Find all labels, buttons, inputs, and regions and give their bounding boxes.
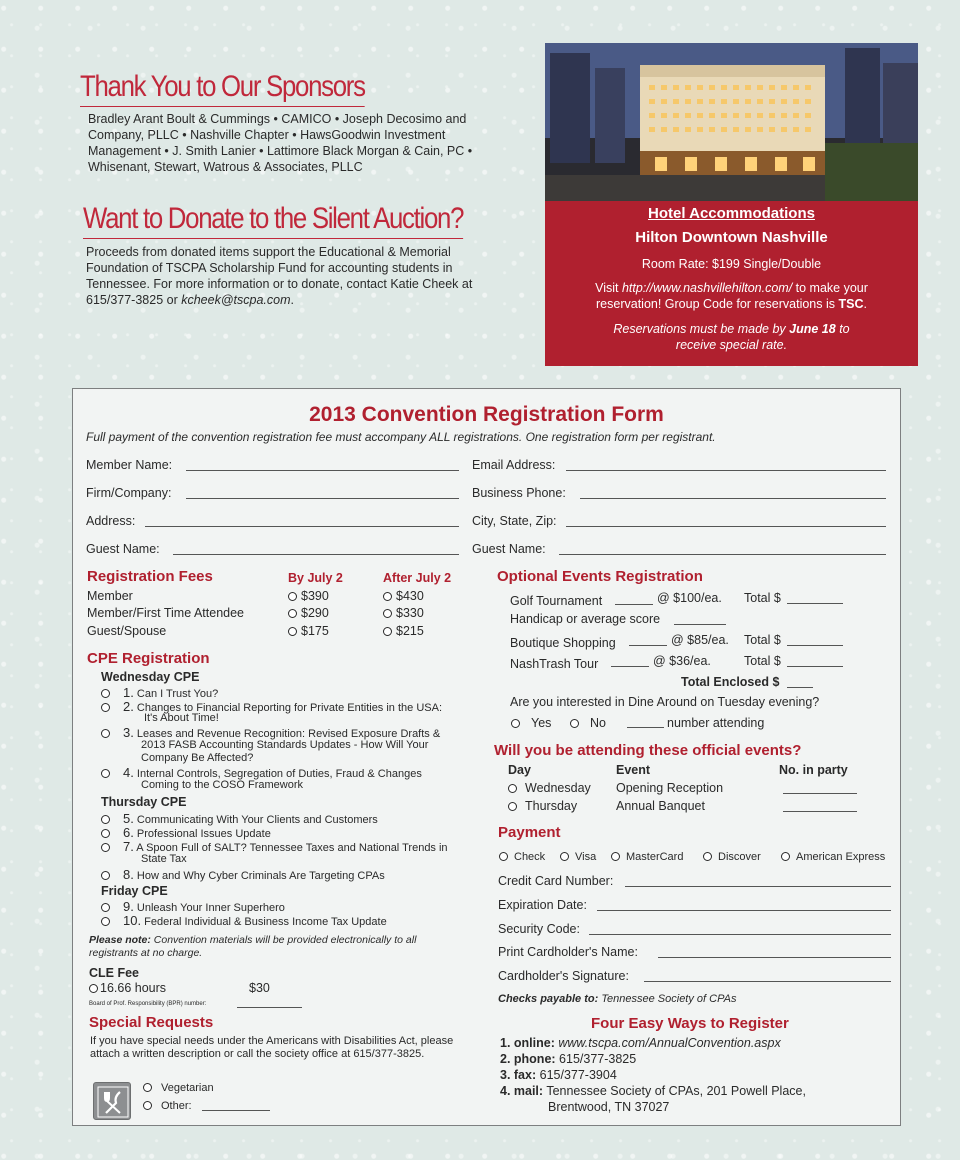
radio-icon bbox=[143, 1083, 152, 1092]
radio-icon bbox=[101, 729, 110, 738]
credit-card-number-label: Credit Card Number: bbox=[498, 874, 614, 888]
radio-icon bbox=[89, 984, 98, 993]
firm-company-field[interactable] bbox=[186, 498, 459, 499]
nashtrash-total-label: Total $ bbox=[744, 654, 781, 668]
email-address-field[interactable] bbox=[566, 470, 886, 471]
fee-first-time-late: $330 bbox=[396, 606, 424, 620]
cpe-item-8[interactable] bbox=[101, 867, 385, 882]
total-enclosed-field[interactable] bbox=[787, 687, 813, 688]
register-online-label: 1. online: bbox=[500, 1036, 555, 1050]
cle-price: $30 bbox=[249, 981, 270, 995]
golf-total-field[interactable] bbox=[787, 603, 843, 604]
pay-amex-option[interactable] bbox=[781, 851, 885, 863]
cpe-item-number: 10. bbox=[123, 913, 142, 928]
cpe-item-text: Can I Trust You? bbox=[136, 688, 219, 700]
official-wednesday-option[interactable] bbox=[508, 781, 591, 795]
hotel-group-code: TSC bbox=[838, 297, 864, 311]
fee-row-guest-label: Guest/Spouse bbox=[87, 624, 167, 638]
radio-icon bbox=[781, 852, 790, 861]
special-requests-title: Special Requests bbox=[89, 1014, 214, 1031]
cpe-item-3[interactable] bbox=[101, 725, 440, 740]
radio-icon bbox=[508, 784, 517, 793]
cle-hours: 16.66 hours bbox=[100, 981, 167, 995]
fee-guest-late-option[interactable] bbox=[383, 624, 424, 638]
radio-icon bbox=[499, 852, 508, 861]
other-option[interactable] bbox=[143, 1100, 192, 1112]
sponsors-list: Bradley Arant Boult & Cummings • CAMICO • Joseph Decosimo and Company, PLLC • Nashville Chapter • HawsGoodwin Investment Management • J. Smith Lanier • Lattimore Black Morgan & Cain, PC • Whisenant, Stewart, Watrous & Associates, PLLC bbox=[88, 112, 473, 174]
register-mail-label: 4. mail: bbox=[500, 1084, 544, 1098]
radio-icon bbox=[511, 719, 520, 728]
official-thursday-day: Thursday bbox=[525, 799, 578, 813]
cpe-item-4[interactable] bbox=[101, 765, 422, 780]
hotel-rate: Room Rate: $199 Single/Double bbox=[641, 257, 822, 271]
radio-icon bbox=[101, 815, 110, 824]
hotel-visit-post: to make your bbox=[792, 281, 868, 295]
cpe-note-text: Convention materials will be provided electronically to all bbox=[150, 934, 417, 946]
hotel-deadline-post: to bbox=[835, 322, 850, 336]
pay-visa-option[interactable] bbox=[560, 851, 596, 863]
sponsors-title: Thank You to Our Sponsors bbox=[80, 70, 365, 107]
cpe-item-9[interactable] bbox=[101, 899, 285, 914]
member-name-field[interactable] bbox=[186, 470, 459, 471]
fork-knife-icon bbox=[94, 1083, 132, 1121]
cpe-item-1[interactable] bbox=[101, 685, 218, 700]
security-code-label: Security Code: bbox=[498, 922, 580, 936]
cpe-registration-title: CPE Registration bbox=[87, 650, 210, 667]
radio-icon bbox=[288, 592, 297, 601]
radio-icon bbox=[101, 769, 110, 778]
register-phone-number: 615/377-3825 bbox=[559, 1052, 637, 1066]
hotel-visit-pre: Visit bbox=[595, 281, 622, 295]
official-thursday-party-field[interactable] bbox=[783, 811, 857, 812]
cpe-item-10[interactable] bbox=[101, 913, 387, 928]
form-subtitle: Full payment of the convention registration fee must accompany ALL registrations. One registration form per registrant. bbox=[86, 430, 716, 444]
fee-first-time-early-option[interactable] bbox=[288, 606, 329, 620]
cpe-item-text: Internal Controls, Segregation of Duties, Fraud & Changes bbox=[136, 768, 422, 780]
credit-card-number-field[interactable] bbox=[625, 886, 891, 887]
address-field[interactable] bbox=[145, 526, 459, 527]
hotel-photo bbox=[545, 43, 918, 201]
fee-member-early: $390 bbox=[301, 589, 329, 603]
radio-icon bbox=[101, 689, 110, 698]
fees-col-after-july: After July 2 bbox=[383, 571, 452, 585]
pay-mastercard-label: MasterCard bbox=[626, 851, 684, 863]
register-mail-address: Tennessee Society of CPAs, 201 Powell Place, bbox=[546, 1084, 806, 1098]
hotel-name: Hilton Downtown Nashville bbox=[635, 229, 828, 246]
donate-title: Want to Donate to the Silent Auction? bbox=[83, 202, 463, 239]
hotel-code-post: . bbox=[863, 297, 867, 311]
official-wednesday-party-field[interactable] bbox=[783, 793, 857, 794]
cardholder-signature-field[interactable] bbox=[644, 981, 891, 982]
official-wednesday-day: Wednesday bbox=[525, 781, 591, 795]
donate-body: Proceeds from donated items support the Educational & Memorial Foundation of TSCPA Scholarship Fund for accounting students in Tennessee. For more information or to donate, contact Katie Cheek at 615/377-3825 or bbox=[86, 245, 473, 307]
hotel-accommodations-box bbox=[545, 201, 918, 366]
cardholder-signature-label: Cardholder's Signature: bbox=[498, 969, 629, 983]
cpe-item-4-cont: Coming to the COSO Framework bbox=[141, 779, 303, 791]
golf-price: @ $100/ea. bbox=[657, 591, 722, 605]
golf-tournament-label: Golf Tournament bbox=[510, 594, 603, 608]
thursday-cpe-heading: Thursday CPE bbox=[101, 795, 187, 809]
fee-guest-late: $215 bbox=[396, 624, 424, 638]
bpr-number-label: Board of Prof. Responsibility (BPR) number: bbox=[89, 1001, 207, 1007]
other-label: Other: bbox=[161, 1100, 192, 1112]
guest-name-field-left[interactable] bbox=[173, 554, 459, 555]
fee-row-member-label: Member bbox=[87, 589, 133, 603]
cpe-item-text: Unleash Your Inner Superhero bbox=[136, 902, 285, 914]
fee-member-late-option[interactable] bbox=[383, 589, 424, 603]
register-fax-label: 3. fax: bbox=[500, 1068, 537, 1082]
hotel-group-code-line bbox=[545, 296, 918, 312]
fee-row-first-time-label: Member/First Time Attendee bbox=[87, 606, 245, 620]
guest-name-field-right[interactable] bbox=[559, 554, 886, 555]
hotel-deadline-date: June 18 bbox=[789, 322, 836, 336]
fee-member-early-option[interactable] bbox=[288, 589, 329, 603]
nashtrash-qty-field[interactable] bbox=[611, 666, 649, 667]
business-phone-label: Business Phone: bbox=[472, 486, 566, 500]
fees-col-by-july: By July 2 bbox=[288, 571, 343, 585]
boutique-total-field[interactable] bbox=[787, 645, 843, 646]
hotel-building-image bbox=[545, 43, 918, 201]
handicap-label: Handicap or average score bbox=[510, 612, 661, 626]
hotel-heading: Hotel Accommodations bbox=[648, 205, 815, 222]
cpe-item-text: Leases and Revenue Recognition: Revised Exposure Drafts & bbox=[136, 728, 441, 740]
total-enclosed-label: Total Enclosed $ bbox=[681, 675, 780, 689]
pay-check-label: Check bbox=[514, 851, 546, 863]
radio-icon bbox=[288, 627, 297, 636]
dine-yes-option[interactable] bbox=[511, 716, 551, 730]
security-code-field[interactable] bbox=[589, 934, 891, 935]
guest-name-label-right: Guest Name: bbox=[472, 542, 546, 556]
address-label: Address: bbox=[86, 514, 136, 528]
cpe-note-bold: Please note: bbox=[89, 934, 151, 946]
donate-period: . bbox=[290, 293, 294, 307]
dine-no-label: No bbox=[590, 716, 606, 730]
radio-icon bbox=[570, 719, 579, 728]
cpe-item-text: Federal Individual & Business Income Tax Update bbox=[144, 916, 387, 928]
handicap-field[interactable] bbox=[674, 624, 726, 625]
official-events-title: Will you be attending these official events? bbox=[494, 742, 802, 759]
radio-icon bbox=[508, 802, 517, 811]
optional-events-title: Optional Events Registration bbox=[497, 568, 703, 585]
cpe-item-6[interactable] bbox=[101, 825, 271, 840]
cpe-item-number: 8. bbox=[123, 867, 134, 882]
hotel-deadline-pre: Reservations must be made by bbox=[613, 322, 790, 336]
vegetarian-label: Vegetarian bbox=[161, 1082, 214, 1094]
checks-payable bbox=[498, 993, 736, 1005]
nashtrash-total-field[interactable] bbox=[787, 666, 843, 667]
donate-text bbox=[86, 244, 491, 308]
fee-guest-early: $175 bbox=[301, 624, 329, 638]
checks-payable-label: Checks payable to: bbox=[498, 993, 599, 1005]
vegetarian-option[interactable] bbox=[143, 1082, 214, 1094]
hotel-deadline-line2: receive special rate. bbox=[675, 338, 788, 352]
golf-total-label: Total $ bbox=[744, 591, 781, 605]
cpe-note-line2: registrants at no charge. bbox=[89, 947, 203, 959]
official-thursday-option[interactable] bbox=[508, 799, 577, 813]
official-wednesday-event: Opening Reception bbox=[616, 781, 724, 795]
cle-hours-option[interactable] bbox=[89, 981, 166, 995]
sponsors-section bbox=[80, 70, 411, 107]
city-state-zip-field[interactable] bbox=[566, 526, 886, 527]
special-requests-text: If you have special needs under the Americans with Disabilities Act, please attach a written description or call the society office at 615/377-3825. bbox=[90, 1035, 454, 1060]
boutique-total-label: Total $ bbox=[744, 633, 781, 647]
register-mail-address-line2: Brentwood, TN 37027 bbox=[548, 1100, 670, 1114]
bpr-number-field[interactable] bbox=[237, 1007, 302, 1008]
radio-icon bbox=[383, 592, 392, 601]
expiration-date-field[interactable] bbox=[597, 910, 891, 911]
boutique-qty-field[interactable] bbox=[629, 645, 667, 646]
cpe-item-7-cont: State Tax bbox=[141, 853, 187, 865]
radio-icon bbox=[703, 852, 712, 861]
register-mail bbox=[500, 1084, 806, 1098]
radio-icon bbox=[383, 627, 392, 636]
cpe-item-number: 4. bbox=[123, 765, 134, 780]
dining-icon bbox=[93, 1082, 131, 1120]
dine-yes-label: Yes bbox=[531, 716, 552, 730]
cpe-item-text: Professional Issues Update bbox=[136, 828, 271, 840]
official-col-party: No. in party bbox=[779, 763, 848, 777]
cpe-item-text: A Spoon Full of SALT? Tennessee Taxes and National Trends in bbox=[136, 842, 448, 854]
form-title: 2013 Convention Registration Form bbox=[309, 403, 664, 426]
radio-icon bbox=[288, 609, 297, 618]
cpe-item-number: 9. bbox=[123, 899, 134, 914]
radio-icon bbox=[101, 917, 110, 926]
cpe-item-3-cont: 2013 FASB Accounting Standards Updates - How Will Your bbox=[141, 739, 429, 751]
cpe-item-text: Communicating With Your Clients and Customers bbox=[136, 814, 378, 826]
cpe-item-text: How and Why Cyber Criminals Are Targeting CPAs bbox=[136, 870, 385, 882]
radio-icon bbox=[101, 871, 110, 880]
member-name-label: Member Name: bbox=[86, 458, 173, 472]
pay-amex-label: American Express bbox=[796, 851, 886, 863]
hotel-deadline bbox=[545, 321, 918, 337]
cpe-item-text: Changes to Financial Reporting for Private Entities in the USA: bbox=[136, 702, 443, 714]
cpe-item-number: 1. bbox=[123, 685, 134, 700]
email-address-label: Email Address: bbox=[472, 458, 556, 472]
number-attending-label: number attending bbox=[667, 716, 765, 730]
cpe-item-number: 2. bbox=[123, 699, 134, 714]
business-phone-field[interactable] bbox=[580, 498, 886, 499]
checks-payable-to: Tennessee Society of CPAs bbox=[598, 993, 737, 1005]
donate-email[interactable]: kcheek@tscpa.com bbox=[181, 293, 291, 307]
golf-qty-field[interactable] bbox=[615, 604, 653, 605]
radio-icon bbox=[101, 829, 110, 838]
cpe-item-5[interactable] bbox=[101, 811, 378, 826]
register-fax-number: 615/377-3904 bbox=[539, 1068, 617, 1082]
nashtrash-tour-label: NashTrash Tour bbox=[510, 657, 599, 671]
pay-visa-label: Visa bbox=[575, 851, 597, 863]
radio-icon bbox=[611, 852, 620, 861]
official-thursday-event: Annual Banquet bbox=[616, 799, 705, 813]
cpe-item-number: 3. bbox=[123, 725, 134, 740]
official-col-day: Day bbox=[508, 763, 531, 777]
cpe-item-7[interactable] bbox=[101, 839, 448, 854]
dine-around-question: Are you interested in Dine Around on Tuesday evening? bbox=[510, 695, 820, 709]
cpe-item-number: 5. bbox=[123, 811, 134, 826]
register-fax bbox=[500, 1068, 617, 1082]
cpe-item-number: 7. bbox=[123, 839, 134, 854]
hotel-visit-line bbox=[545, 280, 918, 296]
fee-member-late: $430 bbox=[396, 589, 424, 603]
dine-number-field[interactable] bbox=[627, 727, 664, 728]
guest-name-label-left: Guest Name: bbox=[86, 542, 160, 556]
hotel-code-pre: reservation! Group Code for reservations is bbox=[596, 297, 839, 311]
register-online-link[interactable]: www.tscpa.com/AnnualConvention.aspx bbox=[558, 1036, 781, 1050]
register-phone-label: 2. phone: bbox=[500, 1052, 556, 1066]
radio-icon bbox=[101, 843, 110, 852]
boutique-shopping-label: Boutique Shopping bbox=[510, 636, 616, 650]
cpe-note bbox=[89, 934, 479, 960]
radio-icon bbox=[383, 609, 392, 618]
firm-company-label: Firm/Company: bbox=[86, 486, 172, 500]
pay-discover-option[interactable] bbox=[703, 851, 761, 863]
register-phone bbox=[500, 1052, 636, 1066]
radio-icon bbox=[101, 903, 110, 912]
city-state-zip-label: City, State, Zip: bbox=[472, 514, 557, 528]
pay-mastercard-option[interactable] bbox=[611, 851, 683, 863]
expiration-date-label: Expiration Date: bbox=[498, 898, 587, 912]
dine-no-option[interactable] bbox=[570, 716, 606, 730]
hotel-url-link[interactable]: http://www.nashvillehilton.com/ bbox=[621, 281, 793, 295]
official-col-event: Event bbox=[616, 763, 651, 777]
friday-cpe-heading: Friday CPE bbox=[101, 884, 168, 898]
fee-guest-early-option[interactable] bbox=[288, 624, 329, 638]
wednesday-cpe-heading: Wednesday CPE bbox=[101, 670, 200, 684]
pay-check-option[interactable] bbox=[499, 851, 545, 863]
cpe-item-number: 6. bbox=[123, 825, 134, 840]
pay-discover-label: Discover bbox=[718, 851, 761, 863]
cardholder-name-label: Print Cardholder's Name: bbox=[498, 945, 638, 959]
nashtrash-price: @ $36/ea. bbox=[653, 654, 711, 668]
register-online bbox=[500, 1036, 781, 1050]
cle-fee-title: CLE Fee bbox=[89, 966, 140, 980]
registration-fees-title: Registration Fees bbox=[87, 568, 213, 585]
radio-icon bbox=[101, 703, 110, 712]
radio-icon bbox=[560, 852, 569, 861]
boutique-price: @ $85/ea. bbox=[671, 633, 729, 647]
cardholder-name-field[interactable] bbox=[658, 957, 891, 958]
other-field[interactable] bbox=[202, 1110, 270, 1111]
radio-icon bbox=[143, 1101, 152, 1110]
fee-first-time-late-option[interactable] bbox=[383, 606, 424, 620]
cpe-item-3-cont2: Company Be Affected? bbox=[141, 752, 254, 764]
cpe-item-2-cont: It's About Time! bbox=[144, 712, 219, 724]
payment-title: Payment bbox=[498, 824, 561, 841]
four-ways-title: Four Easy Ways to Register bbox=[591, 1015, 789, 1032]
fee-first-time-early: $290 bbox=[301, 606, 329, 620]
donate-section bbox=[83, 202, 525, 239]
